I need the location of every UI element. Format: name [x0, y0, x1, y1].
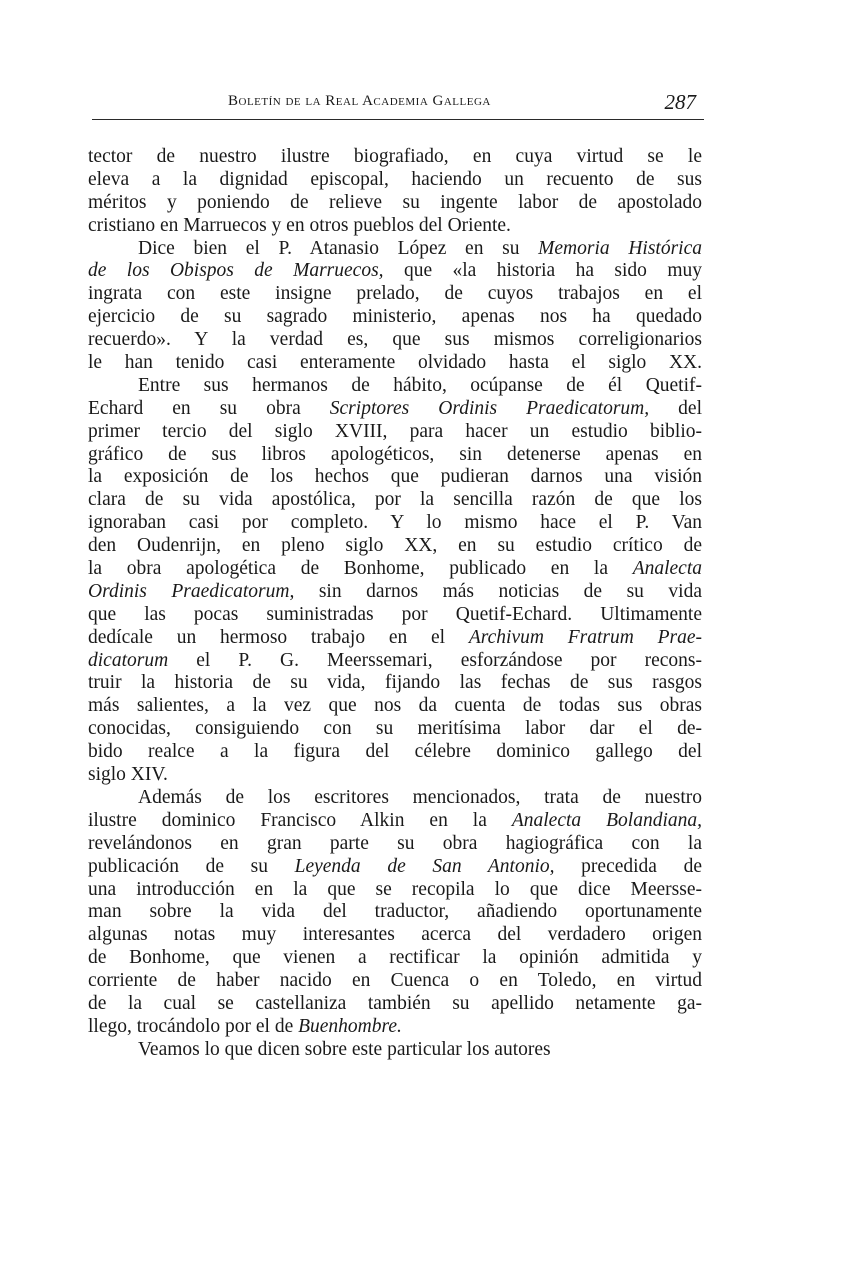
text-segment: Además de los escritores mencionados, trata de nuestro: [138, 786, 702, 808]
text-line: [88, 993, 702, 1016]
text-line: [88, 901, 702, 924]
text-segment: Echard en su obra: [88, 397, 330, 419]
italic-title-text: dicatorum: [88, 649, 169, 671]
page-number: 287: [664, 90, 696, 114]
text-segment: Dice bien el P. Atanasio López en su: [138, 237, 539, 259]
text-segment: conocidas, consiguiendo con su meritísima labor dar el de-: [88, 718, 702, 740]
text-line: [88, 489, 702, 512]
body-text: [88, 146, 702, 1062]
text-line: [88, 512, 702, 535]
text-segment: ingrata con este insigne prelado, de cuyos trabajos en el: [88, 283, 702, 305]
text-segment: man sobre la vida del traductor, añadiendo oportunamente: [88, 901, 702, 923]
text-line: [88, 535, 702, 558]
italic-title-text: de los Obispos de Marruecos,: [88, 260, 384, 282]
text-line: [88, 879, 702, 902]
text-segment: Entre sus hermanos de hábito, ocúpanse de él Quetif-: [138, 374, 702, 396]
text-line: [88, 466, 702, 489]
text-segment: el P. G. Meerssemari, esforzándose por recons-: [168, 649, 702, 671]
text-segment: sin darnos más noticias de su vida: [294, 580, 702, 602]
text-line: [88, 1039, 702, 1062]
text-line: [88, 352, 702, 375]
text-line: [88, 169, 702, 192]
text-segment: más salientes, a la vez que nos da cuenta de todas sus obras: [88, 695, 702, 717]
text-line: [88, 650, 702, 673]
text-segment: bido realce a la figura del célebre dominico gallego del: [88, 741, 702, 763]
italic-title-text: Scriptores Ordinis Praedicatorum,: [329, 397, 650, 419]
text-segment: cristiano en Marruecos y en otros pueblos del Oriente.: [88, 214, 511, 236]
text-segment: le han tenido casi enteramente olvidado hasta el siglo XX.: [88, 352, 702, 374]
text-segment: que las pocas suministradas por Quetif-Echard. Ultimamente: [88, 603, 702, 625]
text-segment: eleva a la dignidad episcopal, haciendo un recuento de sus: [88, 168, 702, 190]
text-segment: publicación de su: [88, 855, 295, 877]
text-line: [88, 627, 702, 650]
text-segment: de la cual se castellaniza también su apellido netamente ga-: [88, 992, 702, 1014]
text-line: [88, 581, 702, 604]
italic-title-text: Analecta Bolandiana,: [511, 809, 702, 831]
text-segment: que «la historia ha sido muy: [383, 260, 702, 282]
text-segment: del: [649, 397, 702, 419]
text-line: [88, 833, 702, 856]
header-rule: [92, 119, 704, 120]
text-line: [88, 283, 702, 306]
text-segment: ignoraban casi por completo. Y lo mismo hace el P. Van: [88, 512, 702, 534]
text-segment: siglo XIV.: [88, 764, 168, 786]
italic-title-text: Analecta: [632, 558, 702, 580]
text-segment: revelándonos en gran parte su obra hagiográfica con la: [88, 832, 702, 854]
italic-title-text: Memoria Histórica: [538, 237, 702, 259]
text-line: [88, 146, 702, 169]
text-line: [88, 192, 702, 215]
text-line: [88, 672, 702, 695]
text-line: [88, 398, 702, 421]
text-segment: méritos y poniendo de relieve su ingente labor de apostolado: [88, 191, 702, 213]
text-line: [88, 444, 702, 467]
page-header: [92, 90, 704, 120]
text-segment: la obra apologética de Bonhome, publicado en la: [88, 558, 633, 580]
text-line: [88, 856, 702, 879]
text-segment: precedida de: [554, 855, 702, 877]
text-segment: Veamos lo que dicen sobre este particular los autores: [138, 1038, 551, 1060]
text-line: [88, 695, 702, 718]
italic-title-text: Ordinis Praedicatorum,: [88, 580, 295, 602]
text-line: [88, 421, 702, 444]
text-segment: dedícale un hermoso trabajo en el: [88, 626, 469, 648]
text-segment: primer tercio del siglo XVIII, para hacer un estudio biblio-: [88, 420, 702, 442]
italic-title-text: Leyenda de San Antonio,: [294, 855, 555, 877]
italic-title-text: Archivum Fratrum Prae-: [468, 626, 702, 648]
text-segment: tector de nuestro ilustre biografiado, en cuya virtud se le: [88, 146, 702, 167]
text-line: [88, 970, 702, 993]
text-segment: clara de su vida apostólica, por la sencilla razón de que los: [88, 489, 702, 511]
text-line: [88, 238, 702, 261]
text-line: [88, 924, 702, 947]
text-segment: gráfico de sus libros apologéticos, sin detenerse apenas en: [88, 443, 702, 465]
text-line: [88, 718, 702, 741]
text-line: [88, 787, 702, 810]
text-segment: ejercicio de su sagrado ministerio, apenas nos ha quedado: [88, 306, 702, 328]
text-line: [88, 810, 702, 833]
text-line: [88, 215, 702, 238]
text-line: [88, 1016, 702, 1039]
text-line: [88, 375, 702, 398]
text-segment: una introducción en la que se recopila lo que dice Meersse-: [88, 878, 702, 900]
text-line: [88, 558, 702, 581]
text-line: [88, 306, 702, 329]
text-segment: truir la historia de su vida, fijando las fechas de sus rasgos: [88, 672, 702, 694]
text-segment: llego, trocándolo por el de: [88, 1015, 299, 1037]
text-line: [88, 741, 702, 764]
text-segment: den Oudenrijn, en pleno siglo XX, en su estudio crítico de: [88, 535, 702, 557]
text-line: [88, 329, 702, 352]
running-title: Boletín de la Real Academia Gallega: [228, 93, 491, 109]
text-line: [88, 260, 702, 283]
italic-title-text: Buenhombre.: [298, 1015, 402, 1037]
text-segment: de Bonhome, que vienen a rectificar la opinión admitida y: [88, 947, 702, 969]
text-line: [88, 764, 702, 787]
text-segment: corriente de haber nacido en Cuenca o en Toledo, en virtud: [88, 970, 702, 992]
text-segment: algunas notas muy interesantes acerca del verdadero origen: [88, 924, 702, 946]
text-segment: ilustre dominico Francisco Alkin en la: [88, 809, 512, 831]
text-segment: recuerdo». Y la verdad es, que sus mismos correligionarios: [88, 329, 702, 351]
text-line: [88, 947, 702, 970]
text-line: [88, 604, 702, 627]
text-segment: la exposición de los hechos que pudieran darnos una visión: [88, 466, 702, 488]
